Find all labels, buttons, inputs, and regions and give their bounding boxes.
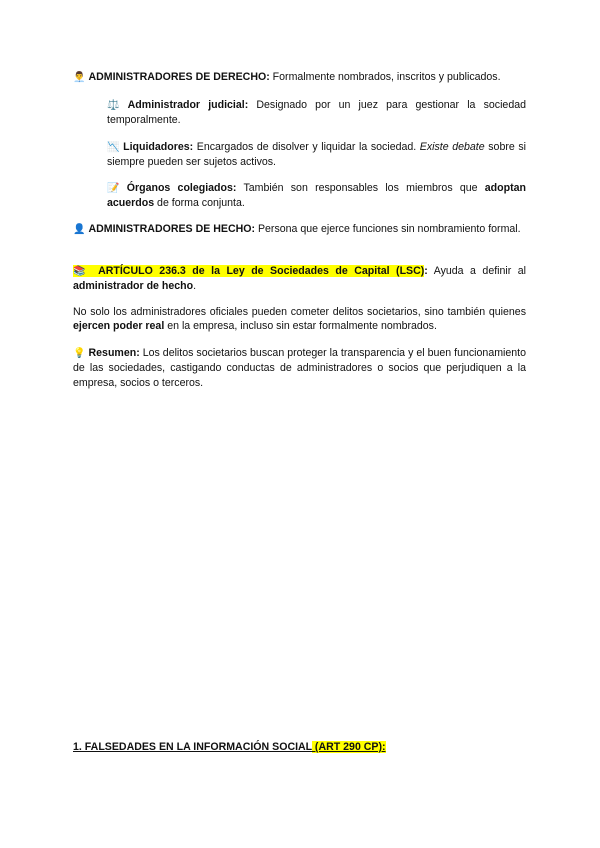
chart-decreasing-icon: 📉 xyxy=(107,142,121,153)
text-organos-1: También son responsables los miembros que xyxy=(236,182,485,194)
scales-icon: ⚖️ xyxy=(107,100,125,111)
memo-icon: 📝 xyxy=(107,183,124,194)
lightbulb-icon: 💡 xyxy=(73,348,86,359)
paragraph-organos-colegiados xyxy=(107,181,526,211)
heading-administradores-derecho: ADMINISTRADORES DE DERECHO: xyxy=(88,71,270,83)
paragraph-administradores-hecho xyxy=(73,222,526,237)
books-icon: 📚 xyxy=(73,266,89,277)
paragraph-administradores-derecho xyxy=(73,70,526,85)
text-resumen: Los delitos societarios buscan proteger la transparencia y el buen funcionamiento de las sociedades, castigando conductas de administradores o socios que perjudiquen a la empresa, socios o terceros. xyxy=(73,347,527,389)
text-no-solo-2: en la empresa, incluso sin estar formalmente nombrados. xyxy=(164,320,437,333)
text-liquidadores-2: sobre si siempre pueden ser sujetos activos. xyxy=(107,141,526,169)
text-articulo-lsc: Ayuda a definir al xyxy=(427,265,527,277)
text-colon: : xyxy=(424,265,428,277)
paragraph-articulo-lsc xyxy=(73,264,526,294)
text-no-solo-1: No solo los administradores oficiales pueden cometer delitos societarios, sino también quienes xyxy=(73,306,526,318)
section-title-text: 1. FALSEDADES EN LA INFORMACIÓN SOCIAL xyxy=(73,741,312,753)
section-article-ref: (ART 290 CP): xyxy=(311,741,386,753)
heading-organos-colegiados: Órganos colegiados: xyxy=(126,182,237,194)
paragraph-resumen xyxy=(73,346,526,390)
text-administradores-hecho: Persona que ejerce funciones sin nombramiento formal. xyxy=(255,223,521,235)
text-organos-2: de forma conjunta. xyxy=(154,197,245,210)
heading-liquidadores: Liquidadores: xyxy=(123,141,194,153)
text-liquidadores-1: Encargados de disolver y liquidar la sociedad. xyxy=(193,141,420,153)
paragraph-liquidadores xyxy=(107,140,526,170)
heading-resumen: Resumen: xyxy=(88,347,140,359)
text-adoptan-acuerdos: adoptan acuerdos xyxy=(107,182,526,210)
section-heading-falsedades xyxy=(73,741,386,753)
highlight-articulo-lsc: ARTÍCULO 236.3 de la Ley de Sociedades de Capital (LSC) xyxy=(92,265,425,277)
text-administrador-de-hecho: administrador de hecho xyxy=(73,280,194,293)
text-administrador-judicial: Designado por un juez para gestionar la sociedad temporalmente. xyxy=(107,99,526,127)
heading-administradores-hecho: ADMINISTRADORES DE HECHO: xyxy=(88,223,256,235)
text-ejercen-poder-real: ejercen poder real xyxy=(73,320,165,333)
person-icon: 👤 xyxy=(73,224,86,235)
businessman-icon: 👨‍💼 xyxy=(73,72,86,83)
paragraph-administrador-judicial xyxy=(107,98,526,128)
text-period: . xyxy=(193,280,197,293)
paragraph-no-solo xyxy=(73,305,526,334)
heading-administrador-judicial: Administrador judicial: xyxy=(127,99,249,111)
text-administradores-derecho: Formalmente nombrados, inscritos y publicados. xyxy=(269,71,501,83)
text-existe-debate: Existe debate xyxy=(419,141,485,153)
